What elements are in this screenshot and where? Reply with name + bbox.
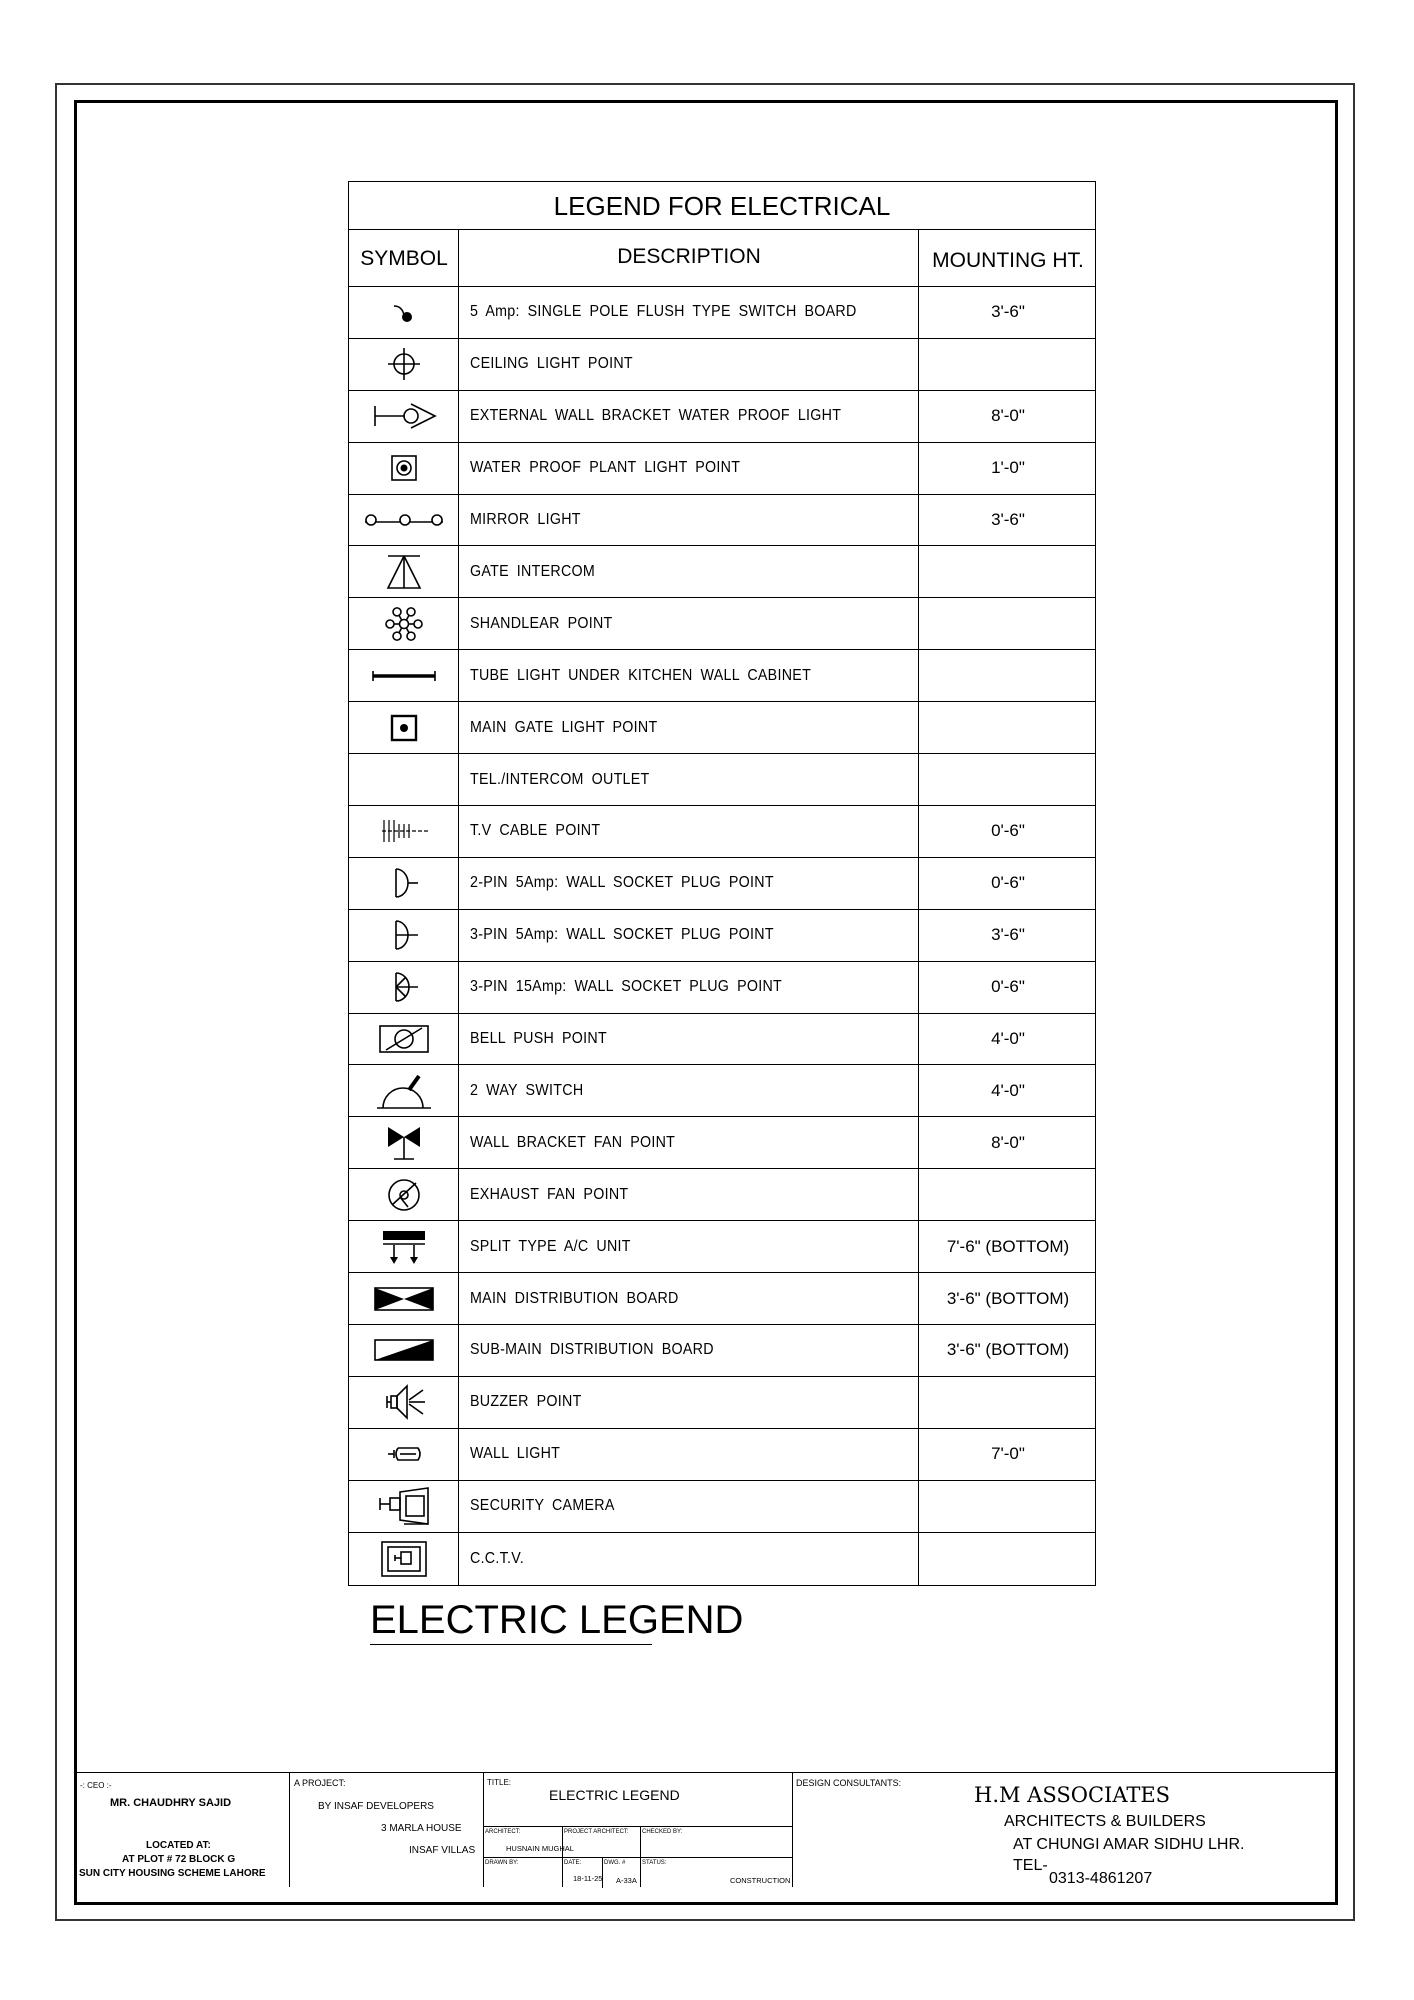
- legend-mounting-height: [919, 754, 1097, 805]
- main-gate-light-icon: [349, 702, 459, 753]
- legend-row: [349, 1117, 1095, 1169]
- mirror-light-icon: [349, 495, 459, 546]
- legend-row: [349, 1325, 1095, 1377]
- consultants-label: DESIGN CONSULTANTS:: [796, 1778, 902, 1788]
- legend-description: 3-PIN 15Amp: WALL SOCKET PLUG POINT: [470, 978, 783, 996]
- sub-main-db-icon: [349, 1325, 459, 1376]
- legend-mounting-height: 3'-6" (BOTTOM): [946, 1288, 1070, 1308]
- legend-row: [349, 1533, 1095, 1585]
- legend-description: 5 Amp: SINGLE POLE FLUSH TYPE SWITCH BOARD: [470, 303, 857, 321]
- checked-by-label: CHECKED BY:: [642, 1829, 683, 1835]
- legend-header-row: [349, 230, 1095, 287]
- firm-name: H.M ASSOCIATES: [974, 1783, 1171, 1807]
- buzzer-icon: [349, 1377, 459, 1428]
- legend-mounting-height: [919, 547, 1097, 598]
- firm-line2: AT CHUNGI AMAR SIDHU LHR.: [1013, 1836, 1245, 1853]
- plant-light-icon: [349, 443, 459, 494]
- legend-mounting-height: [919, 650, 1097, 701]
- legend-description: SPLIT TYPE A/C UNIT: [470, 1237, 631, 1255]
- legend-mounting-height: 0'-6": [991, 873, 1025, 893]
- located-line1: AT PLOT # 72 BLOCK G: [122, 1854, 236, 1865]
- located-line2: SUN CITY HOUSING SCHEME LAHORE: [79, 1868, 266, 1879]
- legend-description: EXTERNAL WALL BRACKET WATER PROOF LIGHT: [470, 407, 842, 425]
- split-ac-icon: [349, 1221, 459, 1272]
- legend-description: TUBE LIGHT UNDER KITCHEN WALL CABINET: [470, 666, 812, 684]
- project-by: BY INSAF DEVELOPERS: [318, 1801, 434, 1812]
- legend-description: WATER PROOF PLANT LIGHT POINT: [470, 459, 741, 477]
- legend-table: [348, 181, 1096, 1586]
- tv-cable-icon: [349, 806, 459, 857]
- main-db-icon: [349, 1273, 459, 1324]
- tel-label: TEL-: [1013, 1857, 1048, 1874]
- legend-description: GATE INTERCOM: [470, 562, 596, 580]
- project-architect-label: PROJECT ARCHITECT:: [564, 1829, 629, 1835]
- legend-row: [349, 287, 1095, 339]
- ceo-label: -: CEO :-: [80, 1781, 112, 1790]
- ceiling-light-icon: [349, 339, 459, 390]
- legend-description: 2 WAY SWITCH: [470, 1081, 584, 1099]
- wall-light-icon: [349, 1429, 459, 1480]
- legend-description: T.V CABLE POINT: [470, 822, 601, 840]
- wall-bracket-light-icon: [349, 391, 459, 442]
- two-way-switch-icon: [349, 1066, 459, 1117]
- drawing-title: ELECTRIC LEGEND: [370, 1598, 744, 1642]
- legend-mounting-height: [919, 339, 1097, 390]
- legend-row: [349, 495, 1095, 547]
- legend-row: [349, 702, 1095, 754]
- legend-mounting-height: 0'-6": [991, 977, 1025, 997]
- ceo-name: MR. CHAUDHRY SAJID: [110, 1797, 232, 1809]
- legend-row: [349, 339, 1095, 391]
- legend-row: [349, 806, 1095, 858]
- legend-row: [349, 1014, 1095, 1066]
- title-value: ELECTRIC LEGEND: [549, 1787, 680, 1803]
- legend-row: [349, 1066, 1095, 1118]
- security-camera-icon: [349, 1481, 459, 1532]
- legend-description: 2-PIN 5Amp: WALL SOCKET PLUG POINT: [470, 874, 774, 892]
- socket-3pin-icon: [349, 910, 459, 961]
- legend-mounting-height: 3'-6": [991, 925, 1025, 945]
- project-label: A PROJECT:: [294, 1778, 346, 1788]
- legend-mounting-height: [919, 1533, 1097, 1585]
- drawing-title-underline: [370, 1644, 652, 1645]
- legend-mounting-height: 4'-0": [991, 1029, 1025, 1049]
- header-symbol: SYMBOL: [360, 246, 448, 270]
- legend-title: LEGEND FOR ELECTRICAL: [349, 182, 1095, 230]
- gate-intercom-icon: [349, 547, 459, 598]
- bell-push-icon: [349, 1014, 459, 1065]
- cctv-icon: [349, 1533, 459, 1585]
- legend-row: [349, 754, 1095, 806]
- legend-description: MIRROR LIGHT: [470, 511, 581, 529]
- legend-row: [349, 1377, 1095, 1429]
- legend-row: [349, 962, 1095, 1014]
- drawn-by-label: DRAWN BY:: [485, 1860, 519, 1866]
- legend-row: [349, 547, 1095, 599]
- legend-row: [349, 1169, 1095, 1221]
- legend-mounting-height: 8'-0": [991, 406, 1025, 426]
- legend-description: SHANDLEAR POINT: [470, 614, 613, 632]
- status-label: STATUS:: [642, 1860, 667, 1866]
- status-value: CONSTRUCTION: [730, 1876, 791, 1885]
- tel-value: 0313-4861207: [1049, 1870, 1153, 1887]
- legend-row: [349, 1273, 1095, 1325]
- legend-description: MAIN GATE LIGHT POINT: [470, 718, 658, 736]
- legend-row: [349, 650, 1095, 702]
- header-description: DESCRIPTION: [617, 244, 761, 268]
- legend-description: C.C.T.V.: [470, 1549, 524, 1567]
- exhaust-fan-icon: [349, 1169, 459, 1220]
- symbol-cell: [349, 754, 459, 805]
- project-house: 3 MARLA HOUSE: [381, 1823, 462, 1834]
- date-value: 18-11-25: [573, 1874, 603, 1883]
- legend-description: SUB-MAIN DISTRIBUTION BOARD: [470, 1341, 714, 1359]
- legend-mounting-height: 3'-6" (BOTTOM): [946, 1340, 1070, 1360]
- legend-row: [349, 1221, 1095, 1273]
- legend-rows: [349, 287, 1095, 1585]
- legend-row: [349, 391, 1095, 443]
- legend-mounting-height: 3'-6": [991, 302, 1025, 322]
- legend-row: [349, 443, 1095, 495]
- legend-description: BELL PUSH POINT: [470, 1030, 607, 1048]
- legend-row: [349, 1429, 1095, 1481]
- title-block: [76, 1772, 1336, 1887]
- located-label: LOCATED AT:: [146, 1840, 211, 1851]
- legend-description: EXHAUST FAN POINT: [470, 1185, 629, 1203]
- legend-mounting-height: 4'-0": [991, 1080, 1025, 1100]
- legend-row: [349, 858, 1095, 910]
- wall-fan-icon: [349, 1117, 459, 1168]
- legend-description: 3-PIN 5Amp: WALL SOCKET PLUG POINT: [470, 926, 774, 944]
- header-mounting-height: MOUNTING HT.: [932, 248, 1084, 272]
- legend-mounting-height: [919, 1169, 1097, 1220]
- legend-mounting-height: [919, 1377, 1097, 1428]
- legend-mounting-height: 8'-0": [991, 1132, 1025, 1152]
- legend-description: TEL./INTERCOM OUTLET: [470, 770, 650, 788]
- legend-description: WALL BRACKET FAN POINT: [470, 1133, 676, 1151]
- legend-description: WALL LIGHT: [470, 1445, 561, 1463]
- legend-mounting-height: [919, 702, 1097, 753]
- project-villas: INSAF VILLAS: [409, 1845, 476, 1856]
- date-label: DATE:: [564, 1860, 582, 1866]
- legend-mounting-height: 1'-0": [991, 458, 1025, 478]
- legend-row: [349, 1481, 1095, 1533]
- legend-mounting-height: 7'-0": [991, 1444, 1025, 1464]
- chandelier-icon: [349, 598, 459, 649]
- legend-mounting-height: [919, 1481, 1097, 1532]
- firm-line1: ARCHITECTS & BUILDERS: [1004, 1813, 1206, 1830]
- legend-description: SECURITY CAMERA: [470, 1497, 615, 1515]
- legend-mounting-height: [919, 598, 1097, 649]
- dwg-label: DWG. #: [604, 1860, 626, 1866]
- legend-description: MAIN DISTRIBUTION BOARD: [470, 1289, 679, 1307]
- legend-row: [349, 910, 1095, 962]
- legend-mounting-height: 0'-6": [991, 821, 1025, 841]
- legend-description: CEILING LIGHT POINT: [470, 355, 633, 373]
- legend-mounting-height: 3'-6": [991, 510, 1025, 530]
- architect-label: ARCHITECT:: [485, 1829, 521, 1835]
- legend-mounting-height: 7'-6" (BOTTOM): [946, 1236, 1070, 1256]
- socket-15amp-icon: [349, 962, 459, 1013]
- architect-name: HUSNAIN MUGHAL: [506, 1844, 574, 1853]
- switch-board-icon: [349, 287, 459, 338]
- dwg-value: A-33A: [616, 1876, 637, 1885]
- title-label: TITLE:: [487, 1778, 512, 1787]
- tube-light-icon: [349, 650, 459, 701]
- legend-row: [349, 598, 1095, 650]
- socket-2pin-icon: [349, 858, 459, 909]
- legend-description: BUZZER POINT: [470, 1393, 582, 1411]
